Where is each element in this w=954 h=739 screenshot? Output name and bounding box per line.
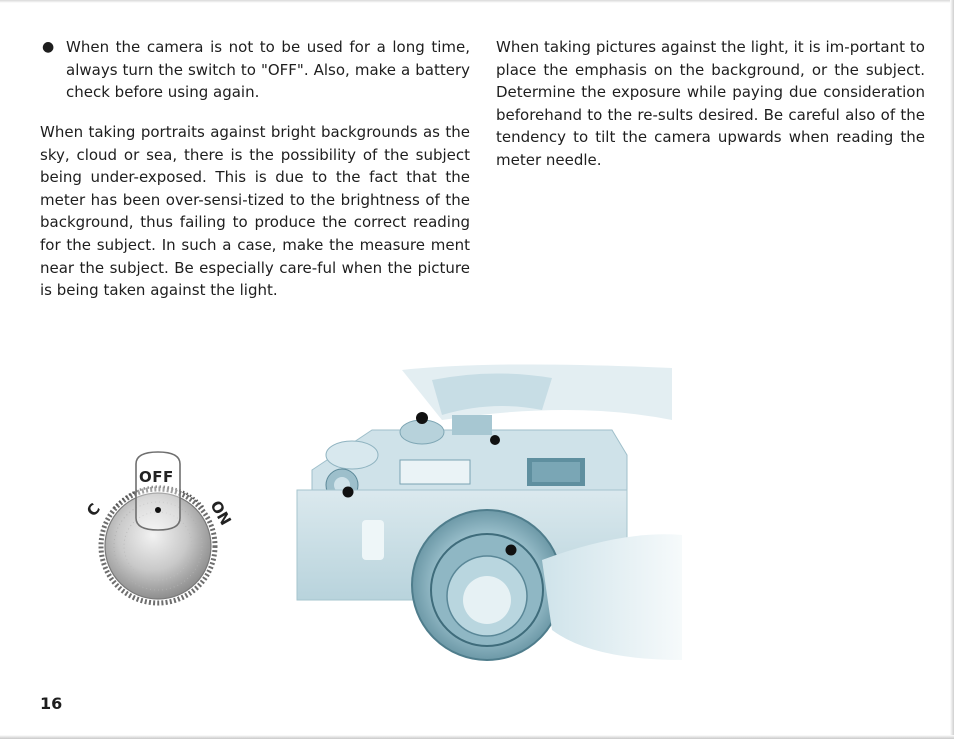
bullet-icon: ● (42, 39, 55, 55)
page-edge-bottom (0, 735, 954, 739)
power-switch-dial-illustration (84, 446, 244, 616)
camera-photo (292, 360, 682, 680)
bullet-paragraph (40, 36, 470, 104)
dial-c-label: C (83, 499, 104, 521)
dial-off-label: OFF (139, 468, 174, 486)
dial-on-label: ON (206, 497, 235, 529)
bullet-paragraph-text: When the camera is not to be used for a long time, always turn the switch to "OFF". Also, make a battery check before using again. (66, 38, 470, 102)
left-column-paragraph: When taking portraits against bright backgrounds as the sky, cloud or sea, there is the possibility of the subject being under-exposed. This is due to the fact that the meter has been over-sensi-tized to the brightness of the background, thus failing to produce the correct reading for the subject. In such a case, make the measure ment near the subject. Be especially care-ful when the picture is being taken against the light. (40, 123, 470, 300)
right-column-paragraph: When taking pictures against the light, it is im-portant to place the emphasis on the background, or the subject. Determine the exposure while paying due consideration beforehand to the re-sults desired. Be careful also of the tendency to tilt the camera upwards when reading the meter needle. (496, 38, 925, 169)
page-edge-top (0, 0, 954, 3)
camera-drawing (292, 360, 682, 680)
page-edge-right (950, 0, 954, 739)
page-number: 16 (40, 694, 63, 713)
